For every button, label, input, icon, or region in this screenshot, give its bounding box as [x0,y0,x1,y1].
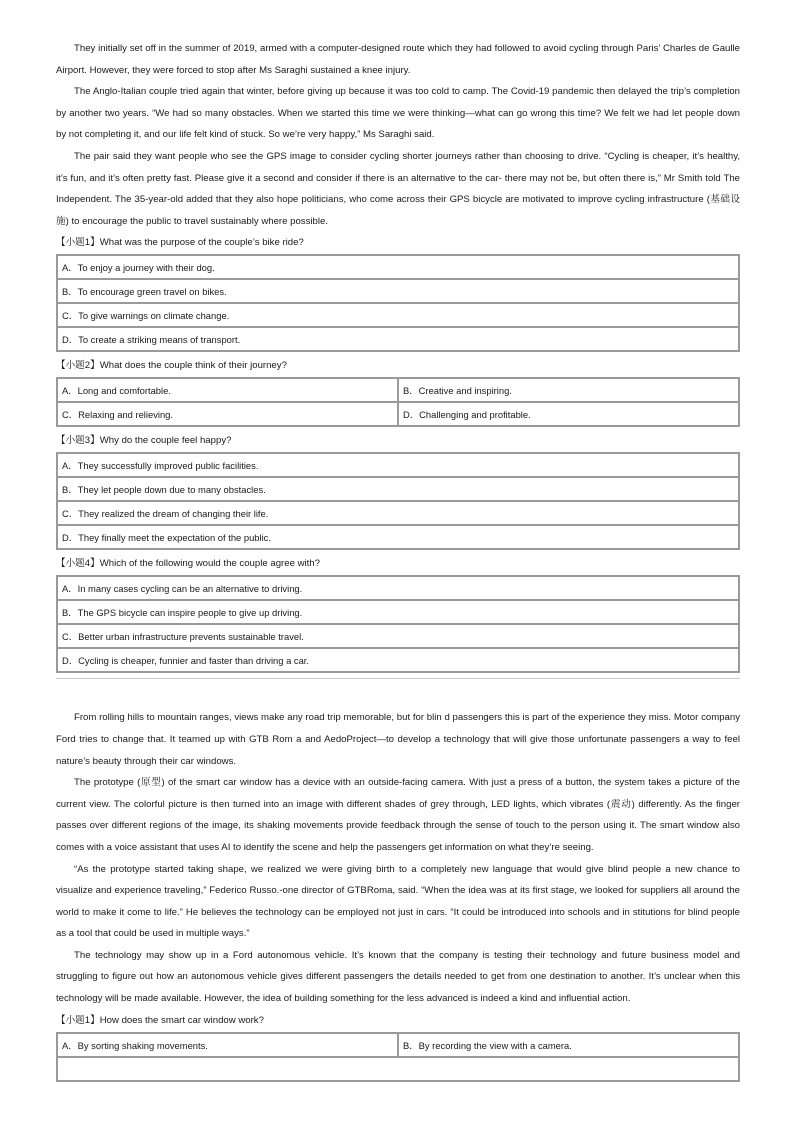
question-2-options [56,377,740,427]
question-2-stem: 【小题2】What does the couple think of their journey? [56,360,287,372]
passage2-question-1-stem: 【小题1】How does the smart car window work? [56,1014,264,1026]
option-d[interactable]: D．To create a striking means of transport. [57,327,739,351]
question-1-stem: 【小题1】What was the purpose of the couple’s bike ride? [56,237,304,249]
document-content [56,38,740,1085]
option-c[interactable]: C．Relaxing and relieving. [57,402,398,426]
passage2-paragraph-2: The prototype (原型) of the smart car window has a device with an outside-facing camera. With just a press of a button, the system takes a picture of the current view. The colorful picture is then turned into an image with different shades of grey through, LED lights, which vibrates (震动) differently. As the finger passes over different regions of the image, its shaking movements provide feedback through the sense of touch to the person using it. The smart window also comes with a voice assistant that uses AI to identify the scene and help the passengers get information on what they’re seeing. [56,777,740,853]
option-b[interactable]: B．Creative and inspiring. [398,378,739,402]
passage1-paragraph-3: The pair said they want people who see the GPS image to consider cycling shorter journeys rather than choosing to drive. “Cycling is cheaper, it’s healthy, it’s fun, and it’s often pretty fast. Please give it a second and consider if there is an alternative to the car- there may not be, but often there is,” Mr Smith told The Independent. The 35-year-old added that they also hope politicians, who come across their GPS bicycle are motivated to improve cycling infrastructure (基础设施) to encourage the public to travel sustainably where possible. [56,150,740,227]
option-a[interactable]: A．Long and comfortable. [57,378,398,402]
option-b[interactable]: B．To encourage green travel on bikes. [57,279,739,303]
question-4-options [56,575,740,673]
option-a[interactable]: A．To enjoy a journey with their dog. [57,255,739,279]
option-b[interactable]: B．They let people down due to many obstacles. [57,477,739,501]
passage1-paragraph-2: The Anglo-Italian couple tried again that winter, before giving up because it was too cold to camp. The Covid-19 pandemic then delayed the trip’s completion by another two years. “We had so many obstacles. When we started this time we were thinking—what can go wrong this time? We felt we had let people down by not completing it, and our life felt kind of stuck. So we’re very happy,” Ms Saraghi said. [56,86,740,141]
option-c[interactable]: C．To give warnings on climate change. [57,303,739,327]
passage2-paragraph-3: “As the prototype started taking shape, we realized we were giving birth to a completely new language that would give blind people a new chance to visualize and experience traveling,” Federico Russo.-one director of GTBRoma, said. “When the idea was at its first stage, we looked for suppliers all around the world to make it come to life.” He believes the technology can be employed not just in cars. “It could be introduced into schools and in stitutions for blind people as a tool that could be used in multiple ways.” [56,863,740,940]
option-d[interactable]: D．Challenging and profitable. [398,402,739,426]
option-b[interactable]: B．The GPS bicycle can inspire people to give up driving. [57,600,739,624]
option-a[interactable]: A．In many cases cycling can be an alternative to driving. [57,576,739,600]
option-d[interactable]: D．Cycling is cheaper, funnier and faster than driving a car. [57,648,739,672]
passage1-paragraph-1: They initially set off in the summer of 2019, armed with a computer-designed route which they had followed to avoid cycling through Paris’ Charles de Gaulle Airport. However, they were forced to stop after Ms Saraghi sustained a knee injury. [56,43,740,76]
question-3-options [56,452,740,550]
option-d[interactable]: D．They finally meet the expectation of the public. [57,525,739,549]
option-row-cutoff [57,1057,739,1081]
question-3-stem: 【小题3】Why do the couple feel happy? [56,435,232,447]
question-4-stem: 【小题4】Which of the following would the couple agree with? [56,558,320,570]
question-1-options [56,254,740,352]
passage-divider [56,678,740,679]
passage2-paragraph-4: The technology may show up in a Ford autonomous vehicle. It’s known that the company is testing their technology and future business model and struggling to figure out how an autonomous vehicle gives different passengers the details needed to get from one destination to another. It’s unclear when this technology will be made available. However, the idea of building something for the less advanced is indeed a kind and influential action. [56,949,740,1005]
option-a[interactable]: A．By sorting shaking movements. [57,1033,398,1057]
option-c[interactable]: C．Better urban infrastructure prevents sustainable travel. [57,624,739,648]
option-b[interactable]: B．By recording the view with a camera. [398,1033,739,1057]
option-a[interactable]: A．They successfully improved public facilities. [57,453,739,477]
passage2-question-1-options [56,1032,740,1082]
passage2-paragraph-1: From rolling hills to mountain ranges, views make any road trip memorable, but for blin d passengers this is part of the experience they miss. Motor company Ford tries to change that. It teamed up with GTB Rom a and AedoProject—to develop a technology that will give those unfortunate passengers a way to feel nature’s beauty through their car windows. [56,712,740,767]
option-c[interactable]: C．They realized the dream of changing their life. [57,501,739,525]
